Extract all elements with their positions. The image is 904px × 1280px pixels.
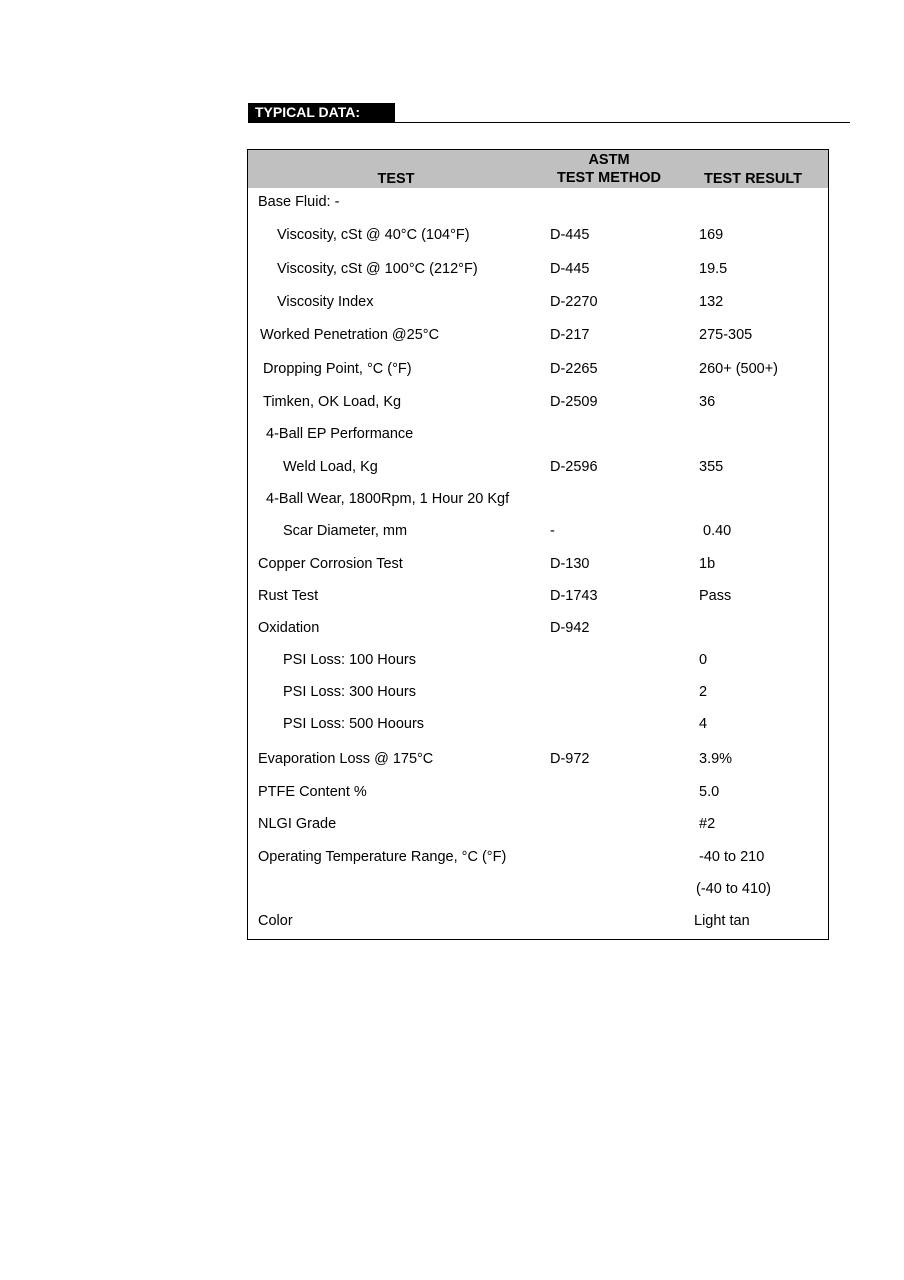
- row-test-cell: Timken, OK Load, Kg: [263, 394, 402, 410]
- row-method-cell: D-130: [550, 556, 590, 572]
- row-result-cell: #2: [699, 816, 716, 832]
- row-test-cell: Operating Temperature Range, °C (°F): [258, 849, 507, 865]
- row-test-cell: Viscosity Index: [277, 294, 374, 310]
- row-result-cell: 132: [699, 294, 724, 310]
- row-test-cell: Worked Penetration @25°C: [260, 327, 440, 343]
- row-test-cell: Base Fluid: -: [258, 194, 340, 210]
- row-test-cell: PSI Loss: 100 Hours: [283, 652, 416, 668]
- row-test-cell: Color: [258, 913, 293, 929]
- row-test-cell: Scar Diameter, mm: [283, 523, 408, 539]
- row-test-cell: Copper Corrosion Test: [258, 556, 403, 572]
- row-test-cell: Oxidation: [258, 620, 320, 636]
- section-title: TYPICAL DATA:: [248, 103, 395, 122]
- row-result-cell: Pass: [699, 588, 732, 604]
- row-test-cell: NLGI Grade: [258, 816, 337, 832]
- row-test-cell: 4-Ball Wear, 1800Rpm, 1 Hour 20 Kgf: [266, 491, 510, 507]
- row-result-cell: 1b: [699, 556, 716, 572]
- section-header: [248, 103, 850, 123]
- header-test: TEST: [377, 171, 415, 187]
- row-result-cell: Light tan: [694, 913, 750, 929]
- header-method-line2: TEST METHOD: [557, 170, 661, 186]
- row-test-cell: Viscosity, cSt @ 40°C (104°F): [277, 227, 470, 243]
- row-test-cell: Viscosity, cSt @ 100°C (212°F): [277, 261, 478, 277]
- table-header: [248, 150, 828, 188]
- row-result-cell: 169: [699, 227, 724, 243]
- row-test-cell: Weld Load, Kg: [283, 459, 378, 475]
- row-result-cell: 2: [699, 684, 708, 700]
- row-method-cell: D-445: [550, 261, 590, 277]
- row-result-cell: 275-305: [699, 327, 753, 343]
- row-test-cell: PTFE Content %: [258, 784, 367, 800]
- row-method-cell: D-445: [550, 227, 590, 243]
- row-method-cell: D-2596: [550, 459, 598, 475]
- row-method-cell: D-2509: [550, 394, 598, 410]
- row-result-cell: 36: [699, 394, 716, 410]
- row-result-cell: 4: [699, 716, 708, 732]
- header-method-line1: ASTM: [588, 152, 630, 168]
- row-method-cell: D-1743: [550, 588, 598, 604]
- row-test-cell: Evaporation Loss @ 175°C: [258, 751, 434, 767]
- row-method-cell: D-942: [550, 620, 590, 636]
- row-test-cell: PSI Loss: 500 Hoours: [283, 716, 425, 732]
- row-result-cell: 260+ (500+): [699, 361, 779, 377]
- header-result: TEST RESULT: [703, 171, 802, 187]
- row-method-cell: D-972: [550, 751, 590, 767]
- row-result-cell: 19.5: [699, 261, 728, 277]
- row-method-cell: D-217: [550, 327, 590, 343]
- row-result-cell: (-40 to 410): [696, 881, 771, 897]
- row-result-cell: 0: [699, 652, 708, 668]
- row-result-cell: 3.9%: [699, 751, 733, 767]
- row-test-cell: Dropping Point, °C (°F): [263, 361, 412, 377]
- row-method-cell: D-2265: [550, 361, 598, 377]
- typical-data-table: [247, 149, 829, 940]
- row-test-cell: PSI Loss: 300 Hours: [283, 684, 416, 700]
- row-result-cell: 5.0: [699, 784, 720, 800]
- row-test-cell: 4-Ball EP Performance: [266, 426, 414, 442]
- row-result-cell: -40 to 210: [699, 849, 765, 865]
- row-method-cell: -: [550, 523, 555, 539]
- row-method-cell: D-2270: [550, 294, 598, 310]
- row-result-cell: 355: [699, 459, 724, 475]
- row-test-cell: Rust Test: [258, 588, 319, 604]
- row-result-cell: 0.40: [703, 523, 732, 539]
- header-method: [544, 151, 674, 187]
